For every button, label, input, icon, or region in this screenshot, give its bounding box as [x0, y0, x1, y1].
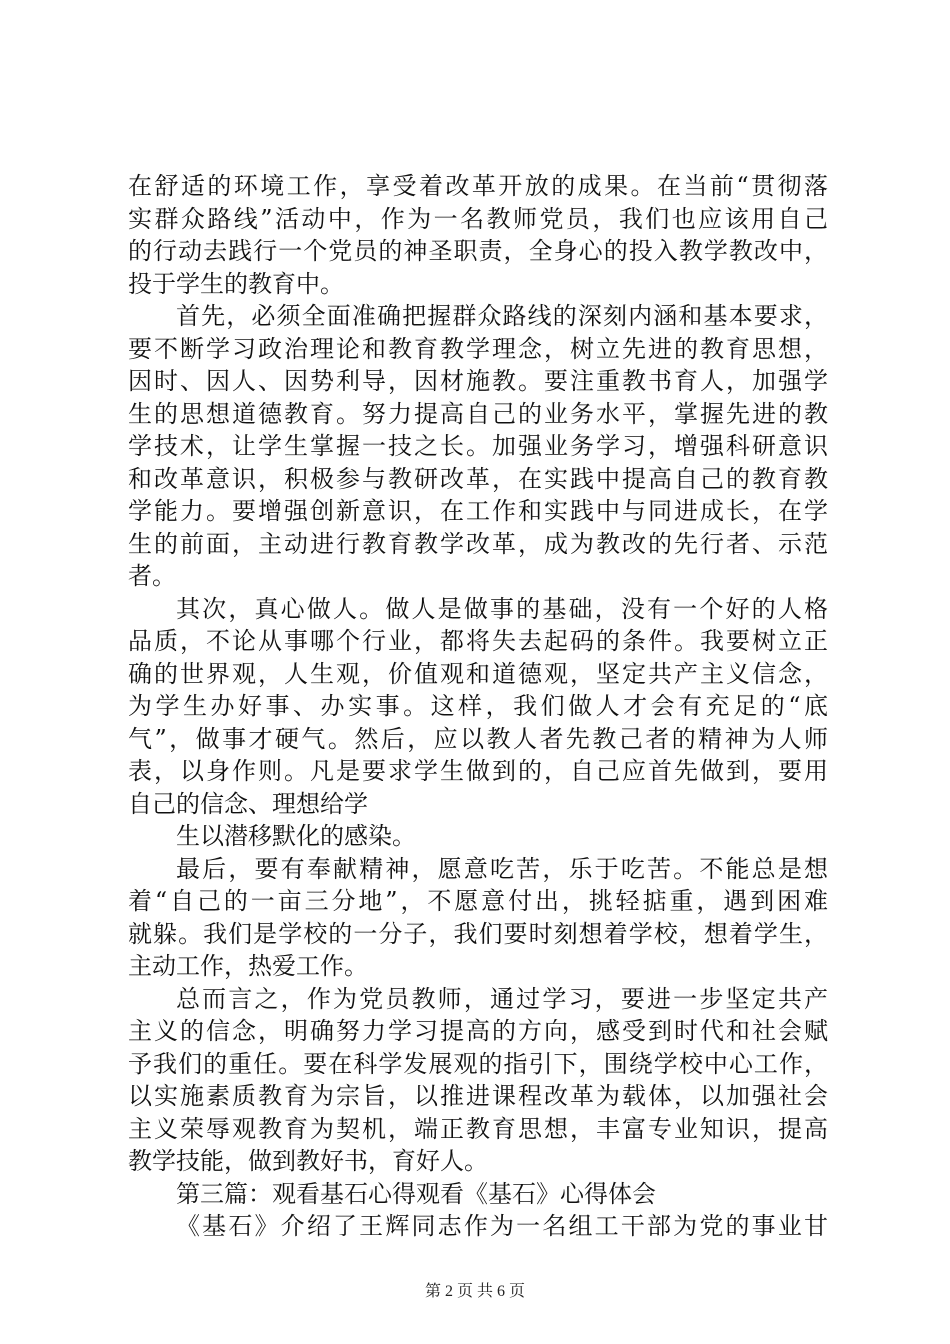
text-line: 教学技能，做到教好书，育好人。 [128, 1147, 488, 1175]
text-line: 表，以身作则。凡是要求学生做到的，自己应首先做到，要用 [128, 757, 828, 785]
paragraph-second-tail [128, 820, 828, 853]
text-line: 和改革意识，积极参与教研改革，在实践中提高自己的教育教 [128, 464, 828, 493]
text-line: 生的思想道德教育。努力提高自己的业务水平，掌握先进的教 [128, 399, 828, 428]
paragraph-intro-continued [128, 170, 828, 300]
text-line: 生的前面，主动进行教育教学改革，成为教改的先行者、示范 [128, 529, 828, 558]
page-footer: 第 2 页 共 6 页 [424, 1283, 525, 1300]
text-line: 总而言之，作为党员教师，通过学习，要进一步坚定共产 [176, 984, 828, 1013]
text-line: 第三篇：观看基石心得观看《基石》心得体会 [176, 1179, 656, 1208]
paragraph-first [128, 300, 828, 593]
text-line: 最后，要有奉献精神，愿意吃苦，乐于吃苦。不能总是想 [176, 854, 828, 883]
text-line: 气”，做事才硬气。然后，应以教人者先教己者的精神为人师 [128, 724, 828, 753]
section-heading-third [128, 1178, 828, 1211]
text-line: 自己的信念、理想给学 [128, 789, 368, 818]
text-line: 主动工作，热爱工作。 [128, 952, 368, 980]
text-line: 主义荣辱观教育为契机，端正教育思想，丰富专业知识，提高 [128, 1114, 828, 1143]
text-line: 首先，必须全面准确把握群众路线的深刻内涵和基本要求， [176, 302, 828, 330]
text-line: 主义的信念，明确努力学习提高的方向，感受到时代和社会赋 [128, 1017, 828, 1045]
text-line: 品质，不论从事哪个行业，都将失去起码的条件。我要树立正 [128, 627, 828, 655]
text-line: 投于学生的教育中。 [128, 269, 344, 298]
text-line: 学能力。要增强创新意识，在工作和实践中与同进成长，在学 [128, 497, 828, 525]
text-line: 要不断学习政治理论和教育教学理念，树立先进的教育思想， [128, 334, 828, 363]
text-line: 就躲。我们是学校的一分子，我们要时刻想着学校，想着学生， [128, 919, 828, 948]
text-line: 实群众路线”活动中，作为一名教师党员，我们也应该用自己 [128, 204, 828, 233]
paragraph-second [128, 593, 828, 821]
text-line: 其次，真心做人。做人是做事的基础，没有一个好的人格 [176, 594, 828, 623]
text-line: 予我们的重任。要在科学发展观的指引下，围绕学校中心工作， [128, 1049, 828, 1078]
text-line: 为学生办好事、办实事。这样，我们做人才会有充足的“底 [128, 692, 828, 720]
text-line: 在舒适的环境工作，享受着改革开放的成果。在当前“贯彻落 [128, 172, 828, 200]
paragraph-summary [128, 983, 828, 1178]
text-line: 以实施素质教育为宗旨，以推进课程改革为载体，以加强社会 [128, 1082, 828, 1110]
text-line: 学技术，让学生掌握一技之长。加强业务学习，增强科研意识 [128, 432, 828, 460]
text-line: 《基石》介绍了王辉同志作为一名组工干部为党的事业甘 [176, 1212, 828, 1240]
text-line: 着“自己的一亩三分地”，不愿意付出，挑轻掂重，遇到困难 [128, 887, 828, 915]
paragraph-third-intro [128, 1210, 828, 1243]
text-line: 因时、因人、因势利导，因材施教。要注重教书育人，加强学 [128, 367, 828, 395]
text-line: 确的世界观，人生观，价值观和道德观，坚定共产主义信念， [128, 659, 828, 688]
text-line: 生以潜移默化的感染。 [176, 822, 416, 850]
text-line: 的行动去践行一个党员的神圣职责，全身心的投入教学教改中， [128, 237, 828, 265]
text-line: 者。 [128, 562, 176, 590]
paragraph-last [128, 853, 828, 983]
document-body [128, 170, 828, 1243]
